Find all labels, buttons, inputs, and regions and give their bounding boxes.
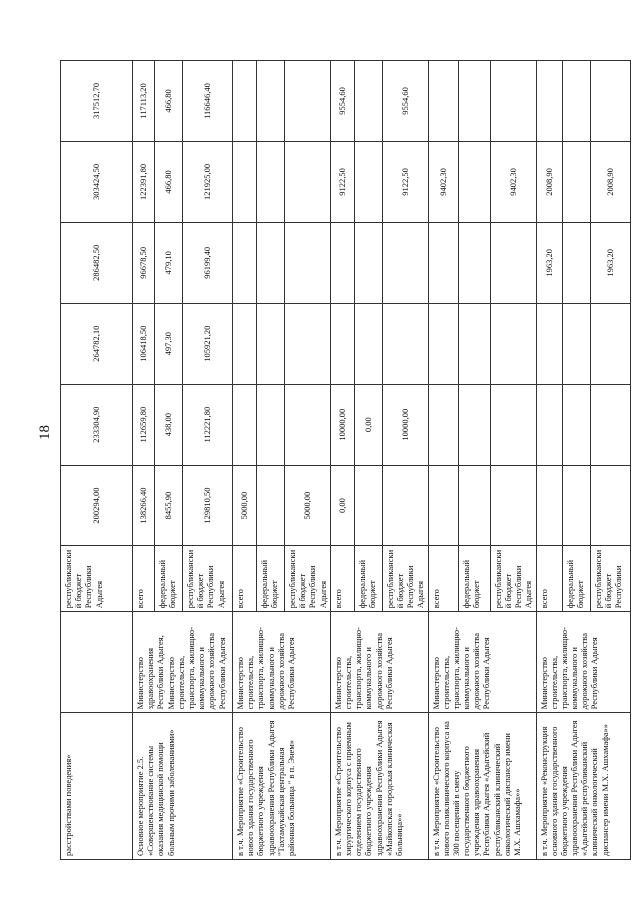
value-cell: 117113,20 bbox=[133, 61, 155, 142]
source-cell: федеральный бюджет bbox=[155, 546, 183, 612]
source-cell: всего bbox=[536, 546, 562, 612]
source-cell: федеральный бюджет bbox=[354, 546, 382, 612]
value-cell bbox=[354, 61, 382, 142]
value-cell: 10000,00 bbox=[382, 384, 428, 465]
value-cell: 5000,00 bbox=[285, 465, 331, 546]
value-cell: 9122,50 bbox=[330, 141, 354, 222]
value-cell bbox=[428, 222, 458, 303]
source-cell: республиканский бюджет Республики Адыгея bbox=[61, 546, 133, 612]
value-cell: 303424,50 bbox=[61, 141, 133, 222]
source-cell: всего bbox=[233, 546, 257, 612]
value-cell: 497,30 bbox=[155, 303, 183, 384]
value-cell bbox=[382, 303, 428, 384]
value-cell bbox=[354, 141, 382, 222]
value-cell bbox=[536, 303, 562, 384]
value-cell: 138266,40 bbox=[133, 465, 155, 546]
executor-cell: Министерство строительства, транспорта, жилищно-коммунального и дорожного хозяйства Республики Адыгея bbox=[536, 612, 630, 713]
value-cell: 479,10 bbox=[155, 222, 183, 303]
value-cell: 122391,80 bbox=[133, 141, 155, 222]
value-cell bbox=[257, 222, 285, 303]
value-cell bbox=[233, 141, 257, 222]
table-row bbox=[61, 61, 133, 860]
table-row bbox=[536, 61, 562, 860]
table-body bbox=[61, 61, 631, 860]
source-cell: федеральный бюджет bbox=[458, 546, 490, 612]
value-cell: 9554,60 bbox=[330, 61, 354, 142]
value-cell: 112659,80 bbox=[133, 384, 155, 465]
source-cell: республиканский бюджет Республики Адыгея bbox=[183, 546, 233, 612]
value-cell bbox=[490, 222, 536, 303]
source-cell: федеральный бюджет bbox=[562, 546, 590, 612]
value-cell: 96678,50 bbox=[133, 222, 155, 303]
value-cell bbox=[330, 303, 354, 384]
value-cell bbox=[428, 61, 458, 142]
value-cell: 10000,00 bbox=[330, 384, 354, 465]
executor-cell bbox=[61, 612, 133, 713]
value-cell: 112221,80 bbox=[183, 384, 233, 465]
value-cell bbox=[285, 222, 331, 303]
value-cell bbox=[562, 222, 590, 303]
event-cell: в т.ч. Мероприятие «Строительство хирургического корпуса с приемным отделением государственного бюджетного учреждения здравоохранения Республики Адыгея «Майкопская городская клиническая больница»» bbox=[330, 713, 428, 860]
value-cell bbox=[257, 465, 285, 546]
value-cell: 8455,90 bbox=[155, 465, 183, 546]
value-cell bbox=[458, 141, 490, 222]
value-cell: 9554,60 bbox=[382, 61, 428, 142]
source-cell: республиканский бюджет Республики Адыгея bbox=[382, 546, 428, 612]
value-cell bbox=[590, 61, 630, 142]
value-cell bbox=[354, 465, 382, 546]
value-cell: 1963,20 bbox=[590, 222, 630, 303]
value-cell: 438,00 bbox=[155, 384, 183, 465]
value-cell: 200294,00 bbox=[61, 465, 133, 546]
value-cell: 96199,40 bbox=[183, 222, 233, 303]
value-cell: 1963,20 bbox=[536, 222, 562, 303]
value-cell bbox=[590, 465, 630, 546]
event-cell: Основное мероприятие 2.5. «Совершенствование системы оказания медицинской помощи больным прочими заболеваниями» bbox=[133, 713, 233, 860]
value-cell: 116646,40 bbox=[183, 61, 233, 142]
value-cell bbox=[382, 465, 428, 546]
value-cell bbox=[233, 222, 257, 303]
source-cell: республиканский бюджет Республики Адыгея bbox=[490, 546, 536, 612]
value-cell bbox=[354, 303, 382, 384]
source-cell: всего bbox=[133, 546, 155, 612]
value-cell bbox=[285, 61, 331, 142]
value-cell bbox=[257, 384, 285, 465]
value-cell bbox=[536, 384, 562, 465]
value-cell bbox=[562, 141, 590, 222]
value-cell bbox=[490, 61, 536, 142]
value-cell bbox=[233, 384, 257, 465]
value-cell bbox=[490, 303, 536, 384]
executor-cell: Министерство строительства, транспорта, жилищно-коммунального и дорожного хозяйства Республики Адыгея bbox=[233, 612, 331, 713]
value-cell bbox=[285, 141, 331, 222]
page-number: 18 bbox=[37, 425, 53, 440]
value-cell bbox=[233, 303, 257, 384]
value-cell bbox=[428, 465, 458, 546]
value-cell: 129810,50 bbox=[183, 465, 233, 546]
value-cell: 286482,50 bbox=[61, 222, 133, 303]
source-cell: республиканский бюджет Республики bbox=[590, 546, 630, 612]
event-cell: в т.ч. Мероприятие «Строительство нового поликлинического корпуса на 300 посещений в смену государственного бюджетного учреждения здравоохранения Республики Адыгея «Адыгейский республиканский клинический онкологический диспансер имени М.Х. Ашхамафа»» bbox=[428, 713, 536, 860]
value-cell bbox=[458, 465, 490, 546]
value-cell: 317512,70 bbox=[61, 61, 133, 142]
event-cell: в т.ч. Мероприятие «Строительство нового здания государственного бюджетного учреждения здравоохранения Республики Адыгея "Тахтамукайская центральная районная больница " в п. Энем» bbox=[233, 713, 331, 860]
table-row bbox=[428, 61, 458, 860]
table-row bbox=[133, 61, 155, 860]
value-cell bbox=[490, 384, 536, 465]
value-cell: 2008,90 bbox=[536, 141, 562, 222]
value-cell bbox=[354, 222, 382, 303]
event-cell: расстройствами поведения» bbox=[61, 713, 133, 860]
value-cell: 105921,20 bbox=[183, 303, 233, 384]
value-cell: 233304,90 bbox=[61, 384, 133, 465]
value-cell: 466,80 bbox=[155, 141, 183, 222]
value-cell bbox=[458, 303, 490, 384]
source-cell: федеральный бюджет bbox=[257, 546, 285, 612]
value-cell bbox=[458, 384, 490, 465]
value-cell: 0,00 bbox=[354, 384, 382, 465]
program-funding-table bbox=[60, 60, 631, 860]
source-cell: республиканский бюджет Республики Адыгея bbox=[285, 546, 331, 612]
source-cell: всего bbox=[428, 546, 458, 612]
value-cell bbox=[285, 303, 331, 384]
value-cell: 9122,50 bbox=[382, 141, 428, 222]
value-cell bbox=[257, 141, 285, 222]
value-cell bbox=[458, 61, 490, 142]
value-cell bbox=[285, 384, 331, 465]
value-cell bbox=[536, 465, 562, 546]
executor-cell: Министерство строительства, транспорта, жилищно-коммунального и дорожного хозяйства Республики Адыгея bbox=[428, 612, 536, 713]
value-cell: 2008,90 bbox=[590, 141, 630, 222]
table-row bbox=[330, 61, 354, 860]
value-cell: 466,80 bbox=[155, 61, 183, 142]
value-cell bbox=[536, 61, 562, 142]
value-cell bbox=[562, 303, 590, 384]
value-cell bbox=[330, 222, 354, 303]
value-cell: 5000,00 bbox=[233, 465, 257, 546]
value-cell bbox=[590, 303, 630, 384]
value-cell bbox=[428, 384, 458, 465]
executor-cell: Министерство строительства, транспорта, жилищно-коммунального и дорожного хозяйства Республики Адыгея bbox=[330, 612, 428, 713]
value-cell bbox=[458, 222, 490, 303]
executor-cell: Министерство здравоохранения Республики Адыгея, Министерство строительства, транспорта, жилищно-коммунального и дорожного хозяйства Республики Адыгея bbox=[133, 612, 233, 713]
value-cell: 9402,30 bbox=[490, 141, 536, 222]
rotated-table-container bbox=[60, 60, 623, 860]
value-cell bbox=[562, 61, 590, 142]
value-cell bbox=[590, 384, 630, 465]
table-row bbox=[233, 61, 257, 860]
value-cell bbox=[428, 303, 458, 384]
value-cell: 0,00 bbox=[330, 465, 354, 546]
value-cell bbox=[562, 465, 590, 546]
value-cell bbox=[562, 384, 590, 465]
value-cell: 106418,50 bbox=[133, 303, 155, 384]
value-cell bbox=[382, 222, 428, 303]
value-cell bbox=[257, 61, 285, 142]
value-cell: 121925,00 bbox=[183, 141, 233, 222]
value-cell bbox=[233, 61, 257, 142]
event-cell: в т.ч. Мероприятие «Реконструкция основного здания государственного бюджетного учреждения здравоохранения Республики Адыгея «Адыгейский республиканский клинический онкологический диспансер имени М.Х. Ашхамафа»» bbox=[536, 713, 630, 860]
source-cell: всего bbox=[330, 546, 354, 612]
value-cell: 9402,30 bbox=[428, 141, 458, 222]
value-cell: 264782,10 bbox=[61, 303, 133, 384]
value-cell bbox=[490, 465, 536, 546]
value-cell bbox=[257, 303, 285, 384]
